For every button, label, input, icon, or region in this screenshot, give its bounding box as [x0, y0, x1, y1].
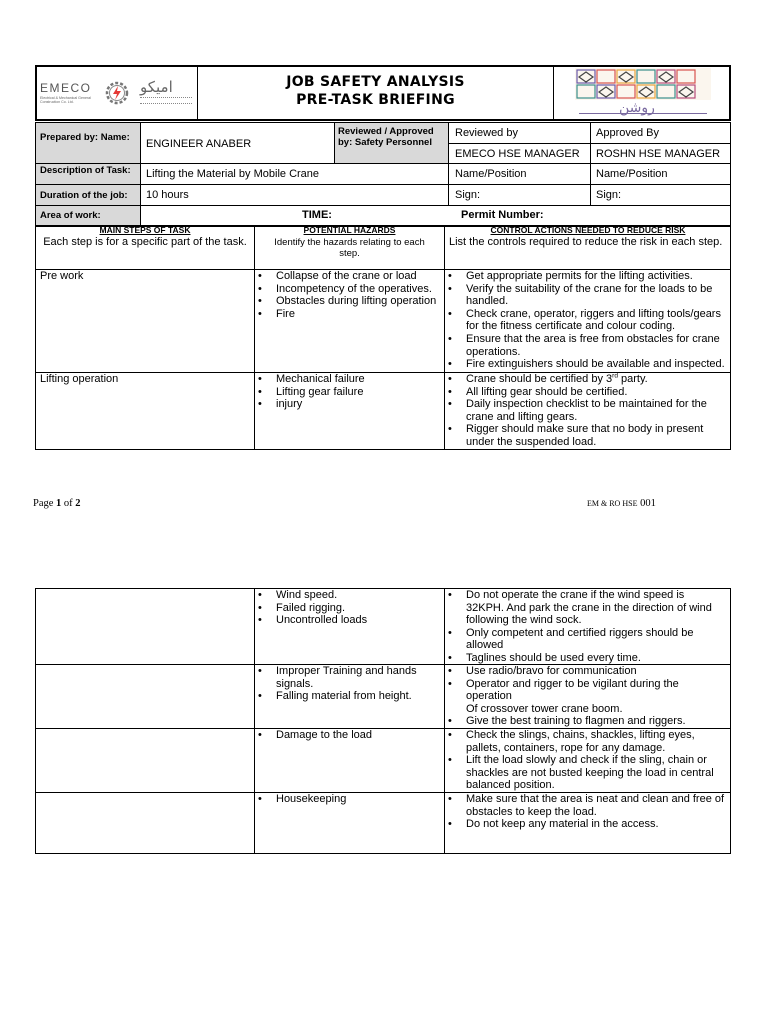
list-item: • Lifting gear failure — [255, 386, 365, 399]
list-item-continuation: under the suspended load. — [466, 435, 597, 448]
roshn-pattern-icon — [575, 68, 711, 100]
controls-list-wind — [445, 589, 712, 665]
list-item: • Use radio/bravo for communication — [445, 665, 686, 678]
list-item: • Get appropriate permits for the lifting activities. — [445, 270, 725, 283]
emeco-logo — [40, 78, 192, 110]
list-item: • Check crane, operator, riggers and lifting tools/gears — [445, 308, 725, 321]
jsa2-col-line-1 — [254, 588, 255, 854]
gear-bolt-icon — [102, 78, 132, 108]
roshn-logo — [573, 68, 713, 118]
list-item: • Collapse of the crane or load — [255, 270, 436, 283]
steps-subheading: Each step is for a specific part of the task. — [43, 236, 247, 248]
list-item: • Obstacles during lifting operation — [255, 295, 436, 308]
emeco-logo-arabic-sub — [140, 97, 192, 100]
list-item-continuation: signals. — [276, 677, 314, 690]
list-item: • Verify the suitability of the crane for the loads to be — [445, 283, 725, 296]
list-item-continuation: for the fitness certificate and colour coding. — [466, 320, 676, 333]
list-item-continuation: Of crossover tower crane boom. — [466, 702, 623, 715]
list-item-continuation: crane and lifting gears. — [466, 410, 578, 423]
controls-list-lifting-operation — [445, 373, 707, 449]
description-label: Description of Task: — [40, 165, 131, 176]
step-lifting-operation: Lifting operation — [40, 373, 119, 385]
list-item: • Incompetency of the operatives. — [255, 283, 436, 296]
hazards-list-training — [255, 665, 417, 703]
page-total: 2 — [75, 498, 81, 509]
list-item-continuation: handled. — [466, 295, 509, 308]
prepared-by-label: Prepared by: Name: — [40, 132, 130, 143]
page-of: of — [61, 498, 76, 509]
duration-label: Duration of the job: — [40, 190, 128, 201]
controls-heading: CONTROL ACTIONS NEEDED TO REDUCE RISK — [490, 225, 686, 235]
info-col-line-4 — [590, 122, 591, 205]
list-item — [445, 373, 707, 386]
list-item: • Lift the load slowly and check if the sling, chain or — [445, 754, 714, 767]
list-item-continuation: operation — [466, 690, 512, 703]
list-item-continuation: following the wind sock. — [466, 614, 582, 627]
document-code-number: 001 — [640, 498, 656, 509]
sign-2: Sign: — [596, 189, 622, 201]
list-item: • Fire extinguishers should be available and inspected. — [445, 358, 725, 371]
reviewed-by-label: Reviewed by — [455, 127, 518, 139]
reviewed-by-value: EMECO HSE MANAGER — [455, 148, 580, 160]
list-item: • Daily inspection checklist to be maintained for the — [445, 398, 707, 411]
permit-label: Permit Number: — [461, 209, 544, 221]
document-code — [587, 498, 656, 509]
list-item-continuation: pallets, containers, rope for any damage. — [466, 741, 666, 754]
list-item-text: Crane should be certified by 3 — [466, 373, 613, 385]
hazards-list-pre-work — [255, 270, 436, 320]
list-item-continuation: obstacles to keep the load. — [466, 805, 597, 818]
list-item: • Damage to the load — [255, 729, 372, 742]
controls-list-training — [445, 665, 686, 728]
document-title-line2: PRE-TASK BRIEFING — [296, 92, 455, 108]
description-value: Lifting the Material by Mobile Crane — [146, 168, 320, 180]
hazards-list-wind — [255, 589, 367, 627]
list-item-continuation: 32KPH. And park the crane in the direction of wind — [466, 601, 712, 614]
duration-value: 10 hours — [146, 189, 189, 201]
hazards-list-lifting-operation — [255, 373, 365, 411]
emeco-logo-name: EMECO — [40, 81, 92, 95]
document-title-line1: JOB SAFETY ANALYSIS — [286, 74, 465, 90]
emeco-logo-arabic: اميكو — [140, 78, 173, 96]
list-item: • Ensure that the area is free from obstacles for crane — [445, 333, 725, 346]
name-position-1: Name/Position — [455, 168, 527, 180]
list-item: • Housekeeping — [255, 793, 346, 806]
list-item: • Mechanical failure — [255, 373, 365, 386]
list-item: • Give the best training to flagmen and riggers. — [445, 715, 686, 728]
list-item: • Make sure that the area is neat and clean and free of — [445, 793, 724, 806]
hazards-heading: POTENTIAL HAZARDS — [303, 225, 396, 235]
list-item: • Improper Training and hands — [255, 665, 417, 678]
superscript-rd: rd — [612, 372, 618, 380]
list-item-continuation: operations. — [466, 345, 521, 358]
list-item: • Operator and rigger to be vigilant during the — [445, 678, 686, 691]
header-divider-right — [553, 66, 554, 120]
hazards-list-housekeeping — [255, 793, 346, 806]
list-item: • Uncontrolled loads — [255, 614, 367, 627]
list-item-continuation: allowed — [466, 639, 504, 652]
hazards-list-load-damage — [255, 729, 372, 742]
time-label: TIME: — [302, 209, 332, 221]
reviewed-approved-label: Reviewed / Approved by: Safety Personnel — [338, 126, 434, 148]
hazards-subheading-1: Identify the hazards relating to each — [274, 237, 425, 248]
list-item: • Only competent and certified riggers should be — [445, 627, 712, 640]
controls-list-pre-work — [445, 270, 725, 371]
approved-by-value: ROSHN HSE MANAGER — [596, 148, 721, 160]
steps-heading: MAIN STEPS OF TASK — [99, 225, 191, 235]
info-col-line-2 — [334, 122, 335, 163]
list-item: • Do not operate the crane if the wind speed is — [445, 589, 712, 602]
list-item-text: party. — [617, 373, 648, 385]
step-pre-work: Pre work — [40, 270, 84, 282]
list-item: • Failed rigging. — [255, 602, 367, 615]
list-item: • All lifting gear should be certified. — [445, 386, 707, 399]
emeco-logo-arabic-sub2 — [140, 103, 192, 106]
page-number — [33, 498, 81, 509]
list-item: • Fire — [255, 308, 436, 321]
list-item: • Wind speed. — [255, 589, 367, 602]
name-position-2: Name/Position — [596, 168, 668, 180]
page-current: 1 — [56, 498, 62, 509]
list-item: • Falling material from height. — [255, 690, 417, 703]
prepared-by-value: ENGINEER ANABER — [146, 138, 252, 150]
info-col-line-3 — [448, 122, 449, 205]
list-item: • Do not keep any material in the access. — [445, 818, 724, 831]
hazards-subheading-2: step. — [339, 248, 360, 259]
controls-list-housekeeping — [445, 793, 724, 831]
list-item: • Rigger should make sure that no body in present — [445, 423, 707, 436]
list-item-continuation: balanced position. — [466, 779, 555, 792]
jsa-col-line-1 — [254, 226, 255, 450]
list-item: • injury — [255, 398, 365, 411]
controls-subheading: List the controls required to reduce the risk in each step. — [449, 236, 723, 248]
list-item: • Check the slings, chains, shackles, lifting eyes, — [445, 729, 714, 742]
approved-by-label: Approved By — [596, 127, 659, 139]
info-col-line-1 — [140, 122, 141, 226]
controls-list-load-damage — [445, 729, 714, 792]
roshn-logo-arabic: روشن — [619, 100, 655, 116]
list-item: • Taglines should be used every time. — [445, 652, 712, 665]
area-label: Area of work: — [40, 210, 101, 221]
list-item-continuation: shackles are not busted keeping the load in central — [466, 766, 714, 779]
sign-1: Sign: — [455, 189, 481, 201]
roshn-logo-underline — [579, 113, 707, 114]
emeco-logo-tagline: Electrical & Mechanical General Construction Co. Ltd. — [40, 96, 91, 105]
document-code-prefix: EM & RO HSE — [587, 499, 638, 508]
page-prefix: Page — [33, 498, 57, 509]
